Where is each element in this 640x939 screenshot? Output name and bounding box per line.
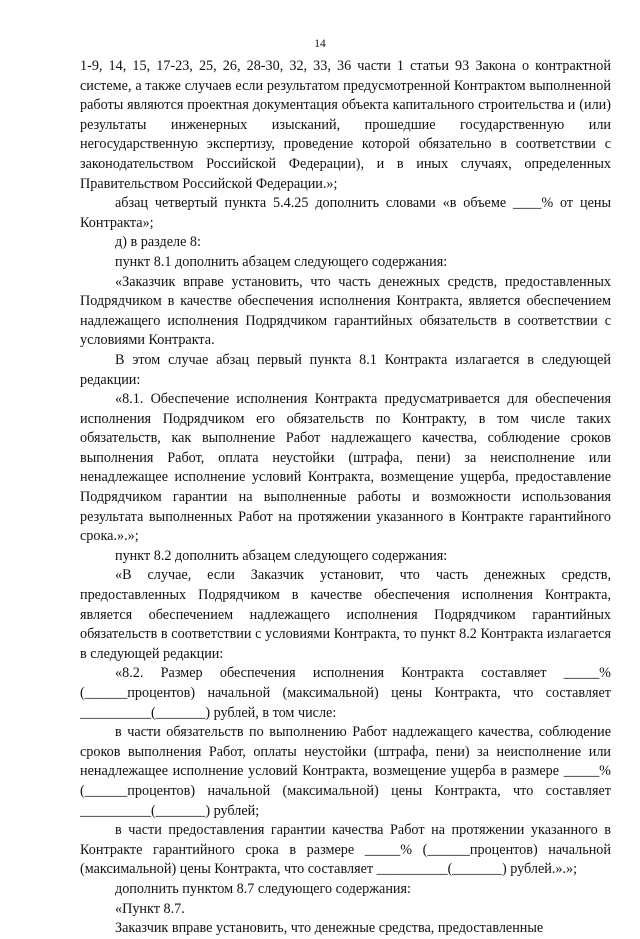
paragraph: в части предоставления гарантии качества Работ на протяжении указанного в Контракте гарантийного срока в размере _____% (______процентов) начальной (максимальной) цены Контракта, что составляет __________(_______) рублей.».»;: [80, 822, 611, 878]
paragraph: В этом случае абзац первый пункта 8.1 Контракта излагается в следующей редакции:: [80, 351, 611, 388]
paragraph: д) в разделе 8:: [115, 234, 201, 251]
paragraph: «Заказчик вправе установить, что часть денежных средств, предоставленных Подрядчиком в качестве обеспечения исполнения Контракта, является обеспечением надлежащего исполнения Подрядчиком гарантийных обязательств в соответствии с условиями Контракта.: [80, 273, 611, 349]
paragraph: пункт 8.2 дополнить абзацем следующего содержания:: [115, 547, 448, 564]
paragraph: «В случае, если Заказчик установит, что часть денежных средств, предоставленных Подрядчиком в качестве обеспечения исполнения Контракта, является обеспечением надлежащего исполнения Подрядчиком гарантийных обязательств в соответствии с условиями Контракта, то пункт 8.2 Контракта излагается в следующей редакции:: [80, 567, 611, 662]
paragraph: 1-9, 14, 15, 17-23, 25, 26, 28-30, 32, 33, 36 части 1 статьи 93 Закона о контрактной системе, а также случаев если результатом предусмотренной Контрактом выполненной работы являются проектная документация объекта капитального строительства и (или) результаты инженерных изысканий, прошедшие государственную или негосударственную экспертизу, проведение которой обязательно в соответствии с законодательством Российской Федерации), и в иных случаях, определенных Правительством Российской Федерации.»;: [80, 58, 611, 192]
page-number: 14: [314, 38, 326, 50]
paragraph: абзац четвертый пункта 5.4.25 дополнить словами «в объеме ____% от цены Контракта»;: [80, 195, 611, 231]
paragraph: Заказчик вправе установить, что денежные средства, предоставленные: [115, 920, 544, 937]
paragraph: «8.1. Обеспечение исполнения Контракта предусматривается для обеспечения исполнения Подрядчиком его обязательств по Контракту, в том числе таких обязательств, как выполнение Работ надлежащего качества, соблюдение сроков выполнения Работ, оплата неустойки (штрафа, пени) за неисполнение или ненадлежащее исполнение условий Контракта, возмещение ущерба, предоставление Подрядчиком гарантии на выполненные работы и возможности использования результата выполненных Работ на протяжении указанного в Контракте гарантийного срока.».»;: [80, 391, 611, 545]
paragraph: «8.2. Размер обеспечения исполнения Контракта составляет _____% (______процентов) начальной (максимальной) цены Контракта, что составляет __________(_______) рублей, в том числе:: [80, 665, 611, 721]
paragraph: в части обязательств по выполнению Работ надлежащего качества, соблюдение сроков выполнения Работ, оплаты неустойки (штрафа, пени) за неисполнение или ненадлежащее исполнение условий Контракта, возмещение ущерба в размере _____% (______процентов) начальной (максимальной) цены Контракта, что составляет __________(_______) рублей;: [80, 724, 611, 819]
paragraph: пункт 8.1 дополнить абзацем следующего содержания:: [115, 253, 448, 270]
paragraph: «Пункт 8.7.: [115, 900, 185, 917]
document-body: [80, 57, 611, 939]
paragraph: дополнить пунктом 8.7 следующего содержания:: [115, 880, 411, 897]
